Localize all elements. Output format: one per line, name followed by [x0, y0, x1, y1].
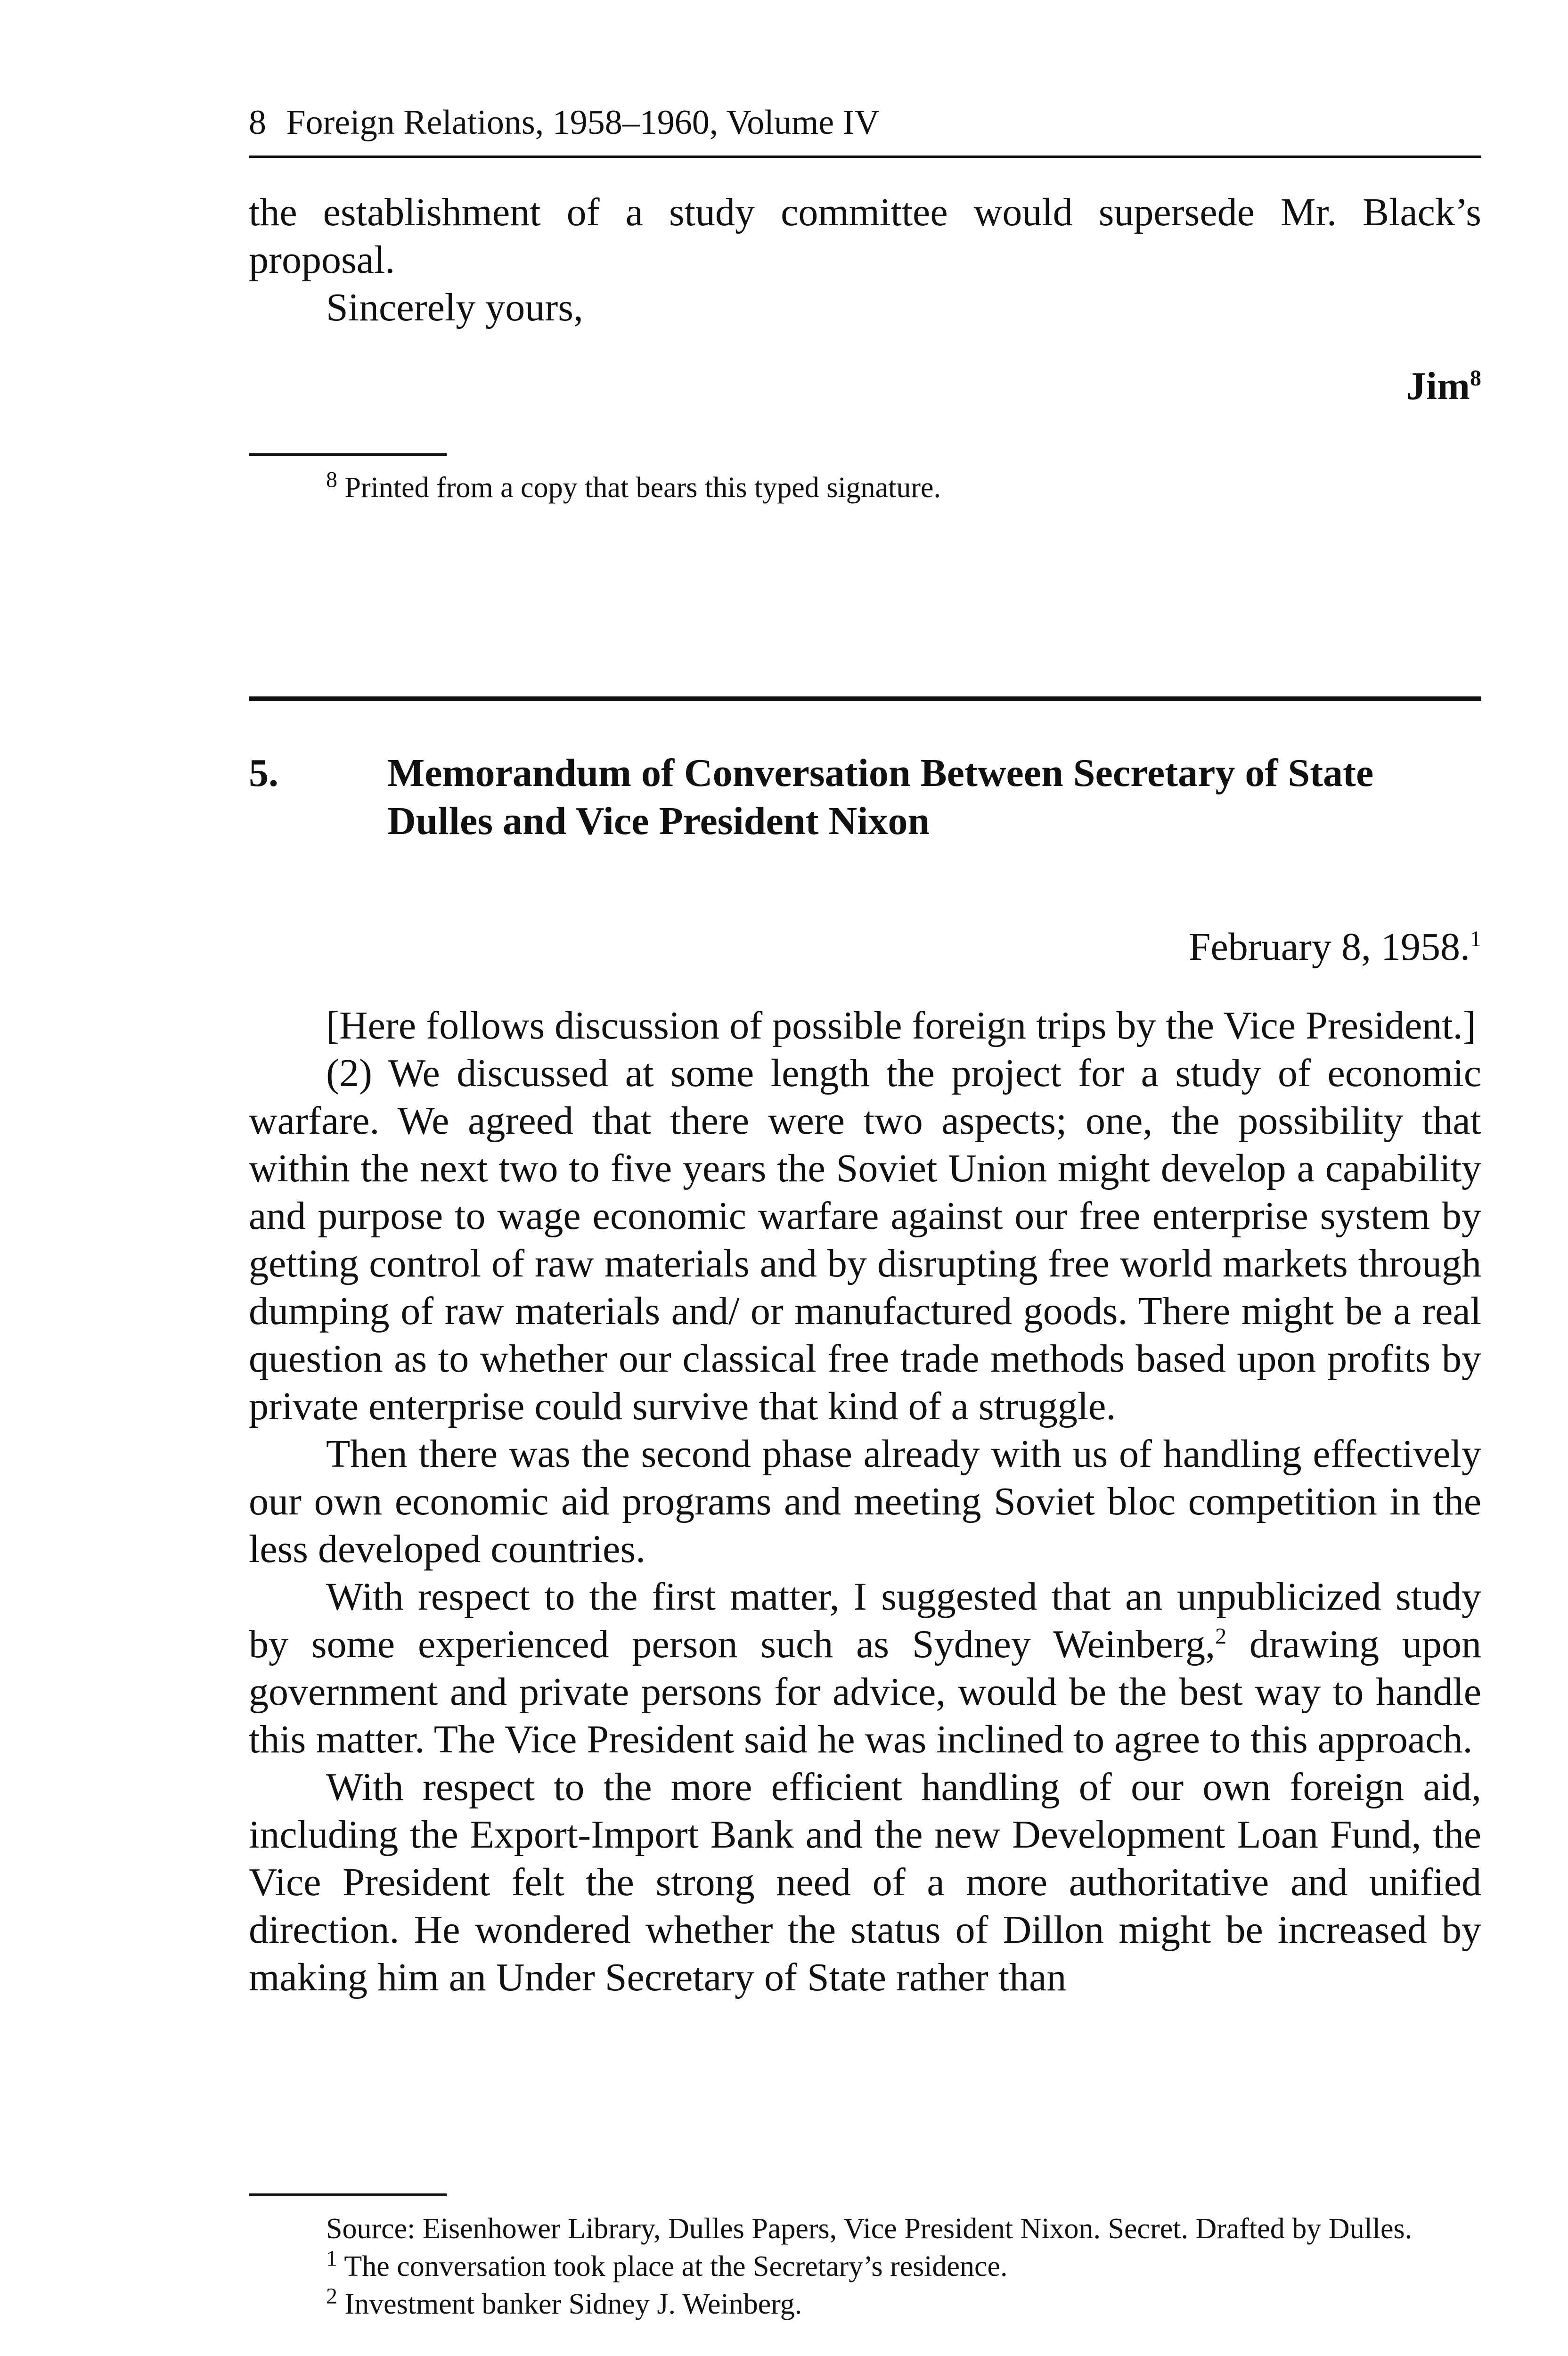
paragraph-second-phase: Then there was the second phase already with us of handling effectively our own economic aid programs and meeting Soviet bloc competition in the less developed countries. [249, 1432, 1481, 1571]
paragraph-first-matter [249, 1573, 1481, 1763]
signature [1406, 363, 1481, 410]
signature-footnote-ref: 8 [1470, 366, 1481, 391]
footnote-separator [249, 453, 447, 456]
continuation-paragraph: the establishment of a study committee would supersede Mr. Black’s proposal. [249, 190, 1481, 282]
document-date [1189, 924, 1481, 971]
document-body [249, 1002, 1481, 2001]
footnote-text: Printed from a copy that bears this typed signature. [344, 472, 941, 504]
paragraph-text-after-ref: drawing upon government and private persons for advice, would be the best way to handle this matter. The Vice President said he was inclined to agree to this approach. [249, 1622, 1481, 1761]
page-number: 8 [249, 103, 266, 142]
footnote-marker: 8 [326, 467, 337, 492]
footnote-2 [249, 2285, 1481, 2323]
signature-name: Jim [1406, 364, 1470, 408]
weinberg-footnote-ref: 2 [1215, 1624, 1227, 1649]
footnote-separator-bottom [249, 2193, 447, 2196]
paragraph-text-before-ref: With respect to the first matter, I suggested that an unpublicized study by some experienced person such as Sydney Weinberg, [249, 1575, 1481, 1666]
footnote-text: The conversation took place at the Secretary’s residence. [344, 2250, 1008, 2282]
footnote-marker: 1 [326, 2246, 337, 2271]
previous-document-footnotes [249, 469, 1481, 507]
paragraph-foreign-aid: With respect to the more efficient handling of our own foreign aid, including the Export-Import Bank and the new Development Loan Fund, the Vice President felt the strong need of a more authoritative and unified direction. He wondered whether the status of Dillon might be increased by making him an Under Secretary of State rather than [249, 1765, 1481, 1999]
date-text: February 8, 1958. [1188, 925, 1470, 969]
document-footnotes [249, 2210, 1481, 2323]
footnote-1 [249, 2248, 1481, 2285]
paragraph-editorial-note: [Here follows discussion of possible foreign trips by the Vice President.] [326, 1004, 1476, 1047]
document-title: Memorandum of Conversation Between Secretary of State Dulles and Vice President Nixon [387, 751, 1374, 843]
document-number: 5. [249, 751, 278, 795]
paragraph-economic-warfare: (2) We discussed at some length the project for a study of economic warfare. We agreed that there were two aspects; one, the possibility that within the next two to five years the Soviet Union might develop a capability and purpose to wage economic warfare against our free enterprise system by getting control of raw materials and by disrupting free world markets through dumping of raw materials and/ or manufactured goods. There might be a real question as to whether our classical free trade methods based upon profits by private enterprise could survive that kind of a struggle. [249, 1051, 1481, 1428]
footnote-8 [249, 469, 1481, 507]
footnote-marker: 2 [326, 2283, 337, 2309]
source-note: Source: Eisenhower Library, Dulles Papers, Vice President Nixon. Secret. Drafted by Dulles. [326, 2213, 1413, 2245]
footnote-text: Investment banker Sidney J. Weinberg. [344, 2288, 802, 2320]
running-header [249, 99, 1481, 158]
date-footnote-ref: 1 [1470, 926, 1481, 951]
running-title: Foreign Relations, 1958–1960, Volume IV [286, 103, 880, 142]
previous-document-end [249, 188, 1481, 331]
document-separator [249, 696, 1481, 701]
letter-closing: Sincerely yours, [326, 286, 583, 329]
